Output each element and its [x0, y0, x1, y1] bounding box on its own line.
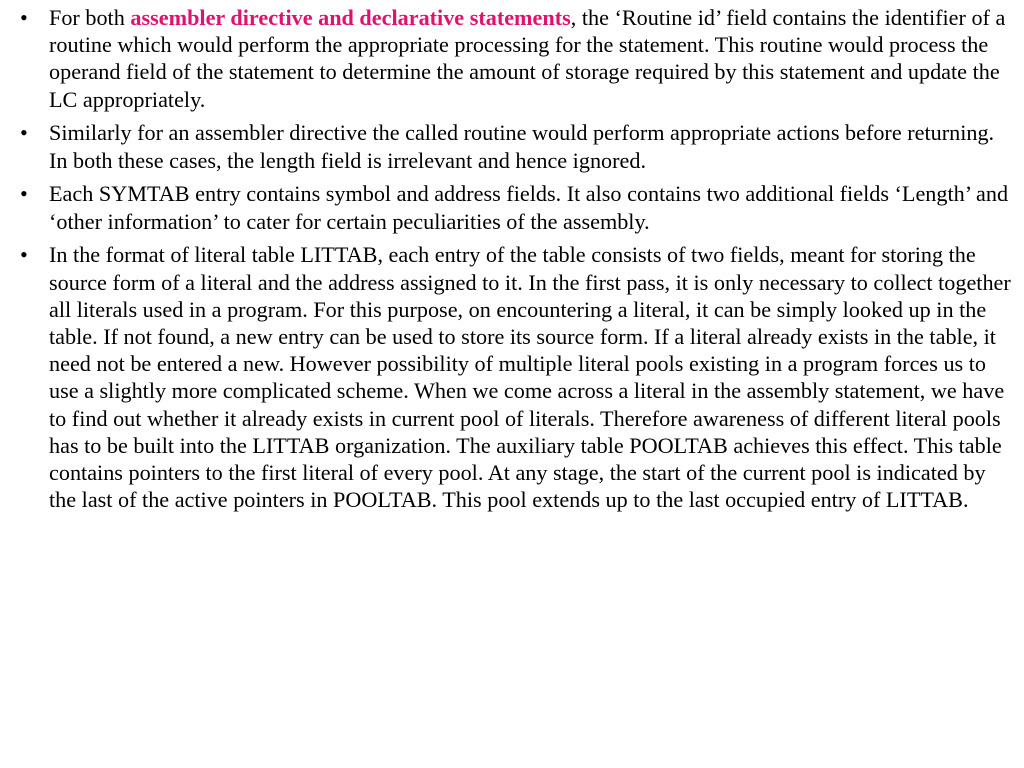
bullet-text: Similarly for an assembler directive the called routine would perform appropriate actions before returning. In both these cases, the length field is irrelevant and hence ignored.	[49, 120, 995, 173]
bullet-text: In the format of literal table LITTAB, each entry of the table consists of two fields, meant for storing the source form of a literal and the address assigned to it. In the first pass, it is only necessary to collect together all literals used in a program. For this purpose, on encountering a literal, it can be simply looked up in the table. If not found, a new entry can be used to store its source form. If a literal already exists in the table, it need not be entered a new. However possibility of multiple literal pools existing in a program forces us to use a slightly more complicated scheme. When we come across a literal in the assembly statement, we have to find out whether it already exists in current pool of literals. Therefore awareness of different literal pools has to be built into the LITTAB organization. The auxiliary table POOLTAB achieves this effect. This table contains pointers to the first literal of every pool. At any stage, the start of the current pool is indicated by the last of the active pointers in POOLTAB. This pool extends up to the last occupied entry of LITTAB.	[49, 242, 1011, 513]
bullet-item-symtab	[20, 180, 1014, 234]
bullet-text: Each SYMTAB entry contains symbol and address fields. It also contains two additional fields ‘Length’ and ‘other information’ to cater for certain peculiarities of the assembly.	[49, 181, 1009, 234]
bullet-text-suffix: , the ‘Routine id’ field contains the identifier of a routine which would perform the appropriate processing for the statement. This routine would process the operand field of the statement to determine the amount of storage required by this statement and update the LC appropriately.	[49, 5, 1006, 112]
bullet-marker: •	[20, 242, 28, 268]
bullet-marker: •	[20, 120, 28, 146]
bullet-text-prefix: For both	[49, 5, 131, 30]
bullet-item-littab	[20, 241, 1014, 513]
bullet-marker: •	[20, 181, 28, 207]
bullet-list	[20, 4, 1014, 513]
highlighted-phrase: assembler directive and declarative statements	[130, 5, 571, 30]
bullet-item-assembler-directive	[20, 119, 1014, 173]
bullet-marker: •	[20, 5, 28, 30]
bullet-item-directive-statements	[20, 4, 1014, 113]
